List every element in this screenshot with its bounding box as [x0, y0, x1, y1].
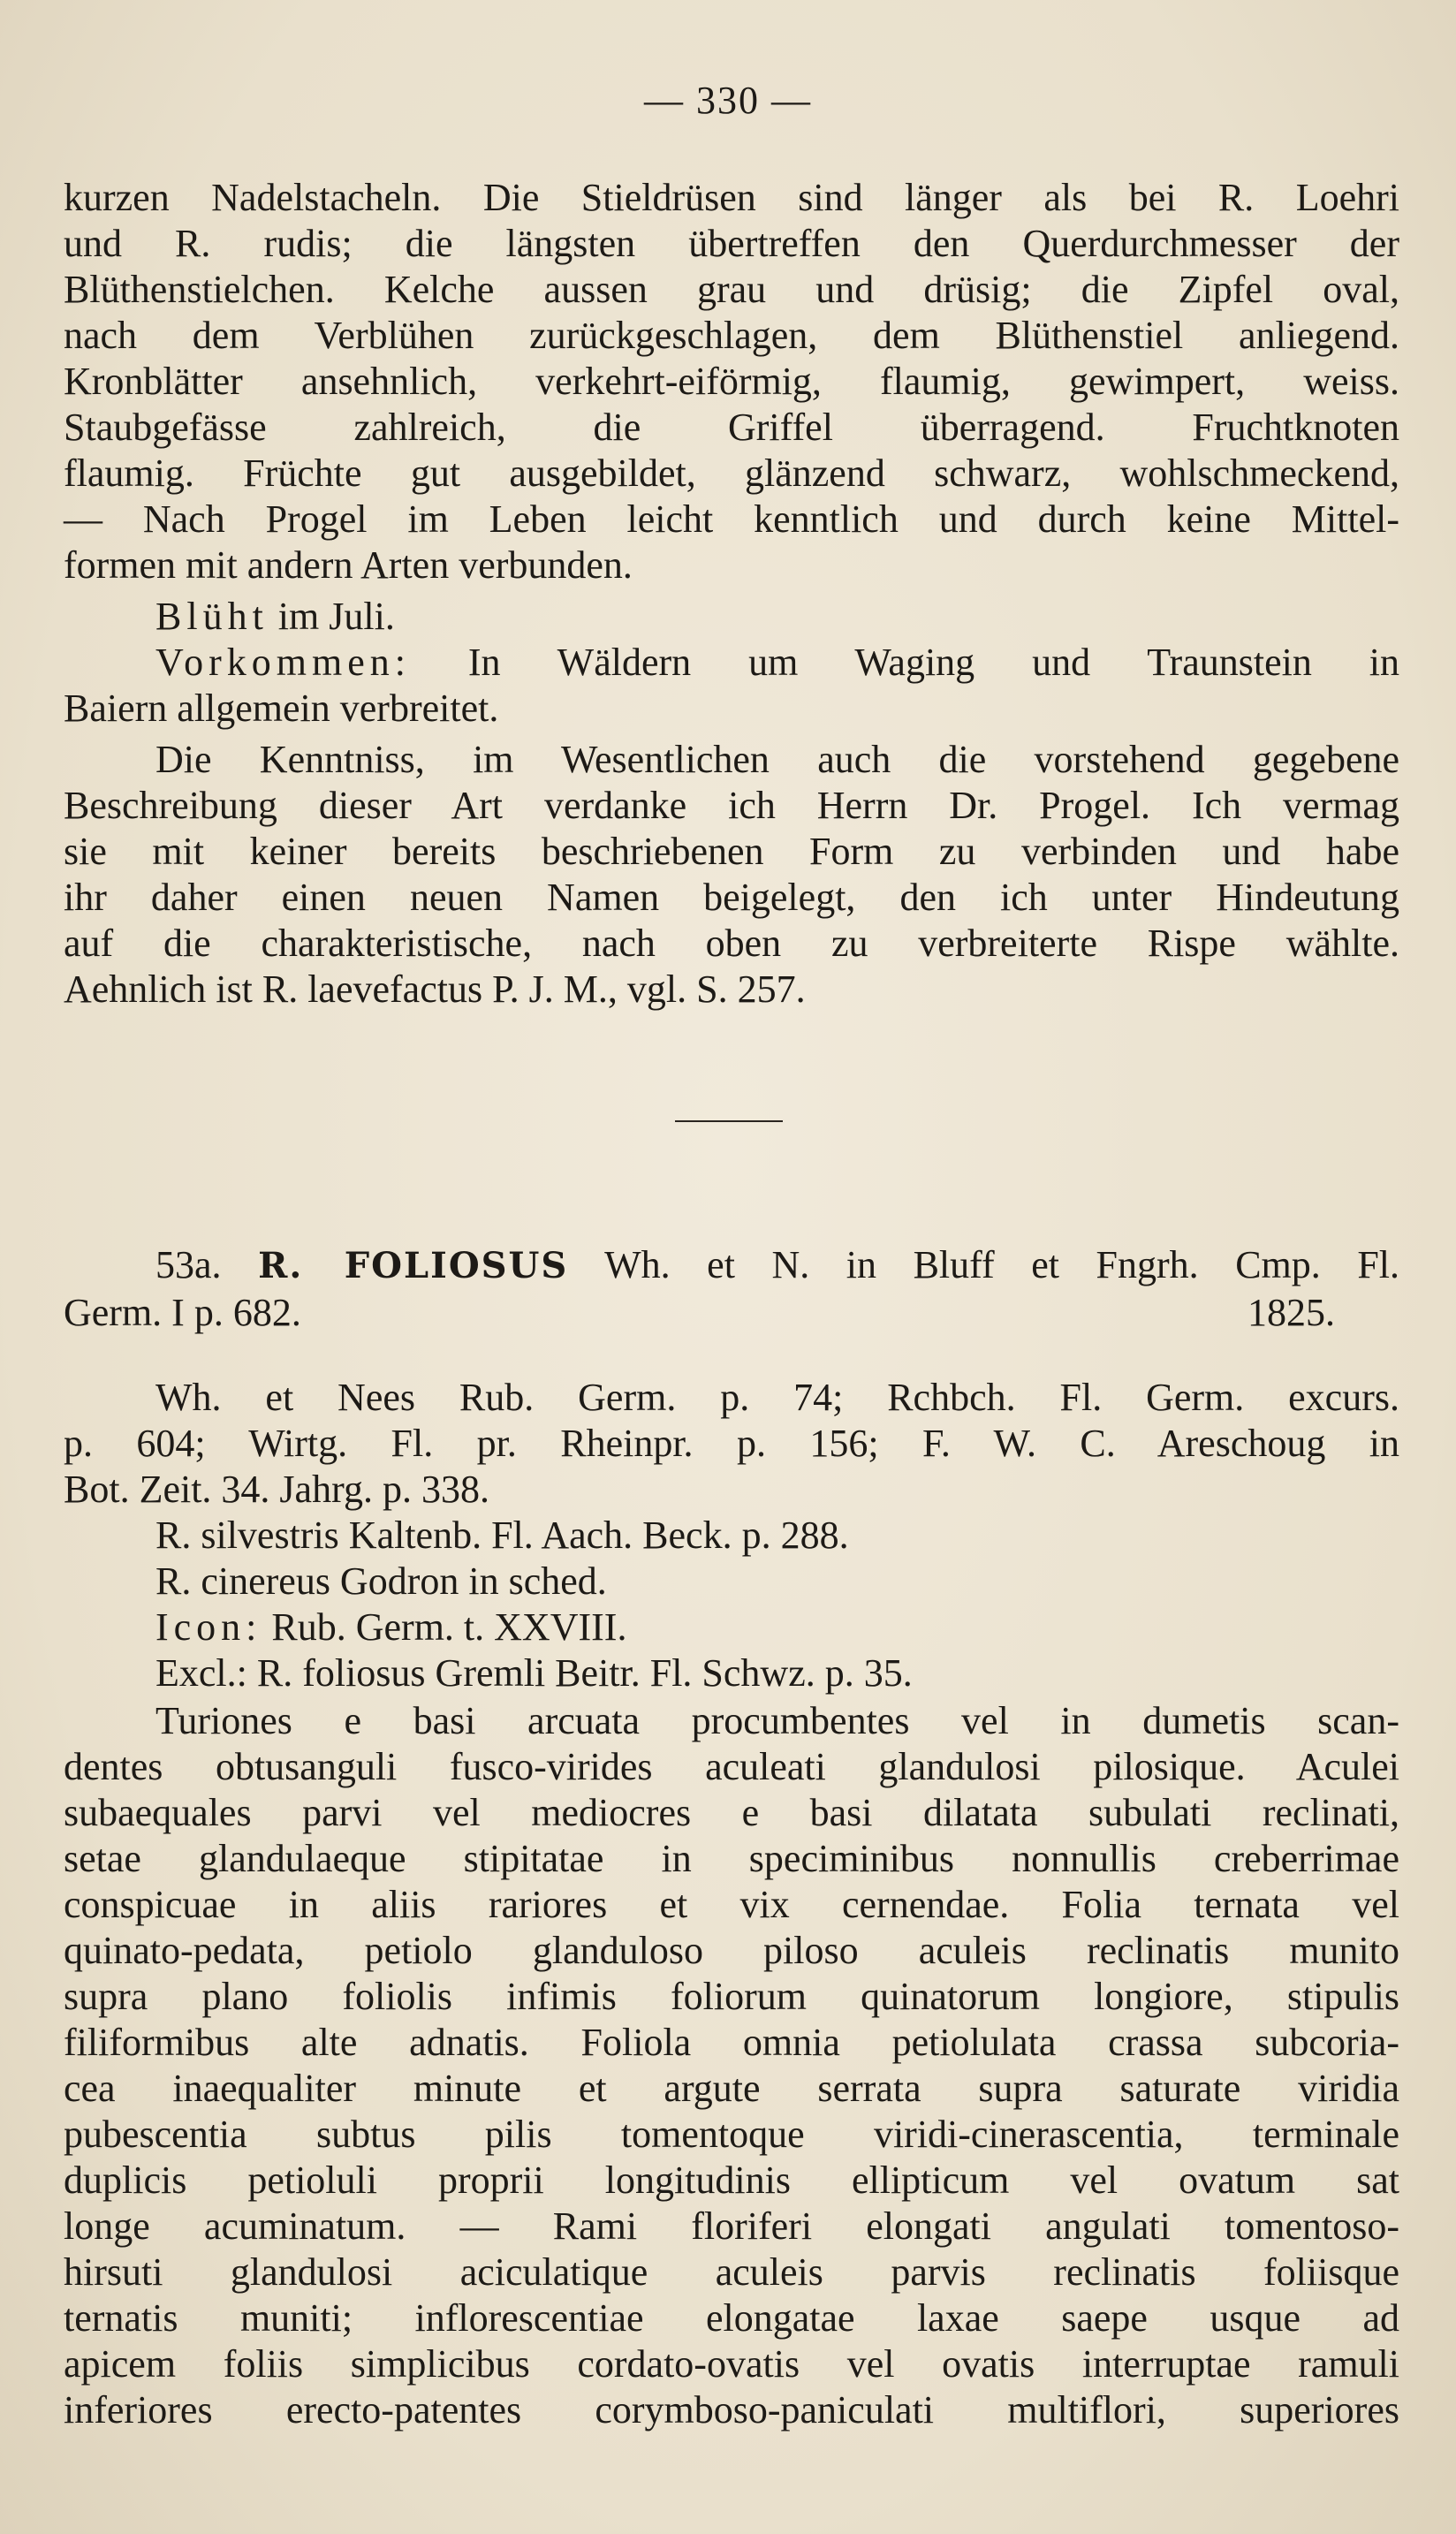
occurrence-text: In Wäldern um Waging und Traunstein in: [410, 641, 1399, 684]
text-line: Kronblätter ansehnlich, verkehrt-eiförmig, flaumig, gewimpert, weiss.: [64, 360, 1399, 403]
excl-label: Excl.:: [155, 1651, 247, 1695]
species-year: 1825.: [1247, 1291, 1335, 1334]
occurrence-label: Vorkommen:: [155, 641, 411, 684]
text-line: longe acuminatum. — Rami floriferi elongati angulati tomentoso-: [64, 2204, 1399, 2248]
flowering-label: Blüht: [155, 595, 269, 638]
excl-line: [155, 1650, 1399, 1696]
text-line: sie mit keiner bereits beschriebenen Form zu verbinden und habe: [64, 830, 1399, 873]
text-line: dentes obtusanguli fusco-virides aculeati glandulosi pilosique. Aculei: [64, 1745, 1399, 1788]
text-line: Turiones e basi arcuata procumbentes vel in dumetis scan-: [155, 1699, 1399, 1742]
synonym-line: Bot. Zeit. 34. Jahrg. p. 338.: [64, 1468, 489, 1511]
text-line: ternatis muniti; inflorescentiae elongatae laxae saepe usque ad: [64, 2296, 1399, 2340]
text-line: apicem foliis simplicibus cordato-ovatis vel ovatis interruptae ramuli: [64, 2342, 1399, 2386]
text-line: nach dem Verblühen zurückgeschlagen, dem Blüthenstiel anliegend.: [64, 314, 1399, 357]
text-line: Beschreibung dieser Art verdanke ich Herrn Dr. Progel. Ich vermag: [64, 784, 1399, 827]
text-line: subaequales parvi vel mediocres e basi dilatata subulati reclinati,: [64, 1791, 1399, 1834]
species-name: R. FOLIOSUS: [258, 1245, 569, 1286]
synonym-line: p. 604; Wirtg. Fl. pr. Rheinpr. p. 156; F. W. C. Areschoug in: [64, 1422, 1399, 1465]
species-citation-line: Germ. I p. 682.: [64, 1291, 301, 1334]
species-citation: Wh. et N. in Bluff et Fngrh. Cmp. Fl.: [568, 1243, 1400, 1286]
icon-label: Icon:: [155, 1605, 262, 1649]
text-line: cea inaequaliter minute et argute serrata supra saturate viridia: [64, 2067, 1399, 2110]
text-line: Aehnlich ist R. laevefactus P. J. M., vgl. S. 257.: [64, 967, 806, 1011]
text-line: pubescentia subtus pilis tomentoque viridi-cinerascentia, terminale: [64, 2113, 1399, 2156]
flowering-line: [155, 594, 1399, 640]
text-line: Die Kenntniss, im Wesentlichen auch die vorstehend gegebene: [155, 738, 1399, 781]
text-line: filiformibus alte adnatis. Foliola omnia petiolulata crassa subcoria-: [64, 2021, 1399, 2064]
text-line: auf die charakteristische, nach oben zu verbreiterte Rispe wählte.: [64, 922, 1399, 965]
icon-text: Rub. Germ. t. XXVIII.: [262, 1605, 627, 1649]
synonym-line: Wh. et Nees Rub. Germ. p. 74; Rchbch. Fl. Germ. excurs.: [155, 1376, 1399, 1419]
icon-line: [155, 1605, 1399, 1650]
synonym-line: R. cinereus Godron in sched.: [155, 1559, 607, 1603]
species-number: 53a.: [155, 1243, 259, 1286]
text-line: Blüthenstielchen. Kelche aussen grau und drüsig; die Zipfel oval,: [64, 268, 1399, 311]
text-line: kurzen Nadelstacheln. Die Stieldrüsen sind länger als bei R. Loehri: [64, 176, 1399, 219]
text-line: und R. rudis; die längsten übertreffen den Querdurchmesser der: [64, 222, 1399, 265]
text-line: quinato-pedata, petiolo glanduloso piloso aculeis reclinatis munito: [64, 1929, 1399, 1972]
text-line: duplicis petioluli proprii longitudinis ellipticum vel ovatum sat: [64, 2158, 1399, 2202]
text-line: flaumig. Früchte gut ausgebildet, glänzend schwarz, wohlschmeckend,: [64, 451, 1399, 495]
text-line: conspicuae in aliis rariores et vix cernendae. Folia ternata vel: [64, 1883, 1399, 1926]
species-heading: [155, 1242, 1399, 1289]
flowering-text: im Juli.: [268, 595, 395, 638]
occurrence-line: [155, 640, 1399, 686]
text-line: supra plano foliolis infimis foliorum quinatorum longiore, stipulis: [64, 1975, 1399, 2018]
text-line: ihr daher einen neuen Namen beigelegt, den ich unter Hindeutung: [64, 876, 1399, 919]
page-number: — 330 —: [644, 79, 812, 122]
section-divider: [675, 1120, 783, 1122]
excl-text: R. foliosus Gremli Beitr. Fl. Schwz. p. 35.: [246, 1651, 913, 1695]
text-line: — Nach Progel im Leben leicht kenntlich und durch keine Mittel-: [64, 497, 1399, 541]
text-line: hirsuti glandulosi aciculatique aculeis parvis reclinatis foliisque: [64, 2250, 1399, 2294]
text-line: Staubgefässe zahlreich, die Griffel überragend. Fruchtknoten: [64, 406, 1399, 449]
text-line: Baiern allgemein verbreitet.: [64, 687, 499, 730]
text-line: setae glandulaeque stipitatae in speciminibus nonnullis creberrimae: [64, 1837, 1399, 1880]
synonym-line: R. silvestris Kaltenb. Fl. Aach. Beck. p. 288.: [155, 1514, 849, 1557]
text-line: formen mit andern Arten verbunden.: [64, 543, 633, 587]
text-line: inferiores erecto-patentes corymboso-paniculati multiflori, superiores: [64, 2388, 1399, 2432]
